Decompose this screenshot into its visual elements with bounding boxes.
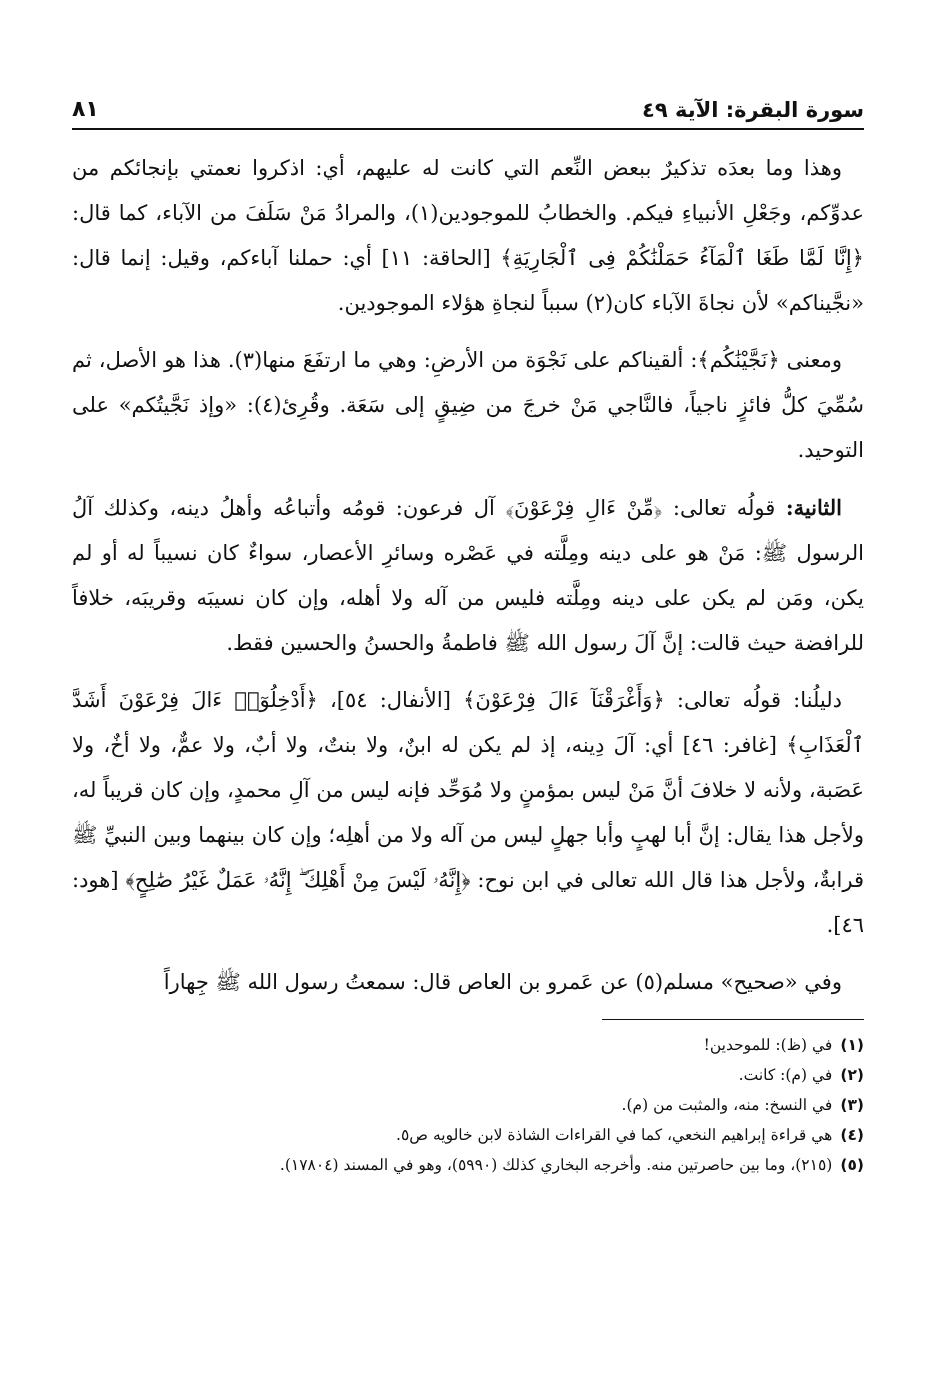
footnote (72, 1060, 864, 1090)
paragraph-2-text: ومعنى ﴿نَجَّيْنَٰكُم﴾: ألقيناكم على نَجْوَة من الأرضِ: وهي ما ارتفَعَ منها(٣). هذا هو الأصل، ثم سُمِّيَ كلُّ فائزٍ ناجياً، فالنَّاجي مَنْ خرجَ من ضِيقٍ إلى سَعَة. وقُرِئ(٤): «وإذ نَجَّيتُكم» على التوحيد. (72, 348, 864, 462)
paragraph-3-lead: الثانية: (785, 495, 842, 520)
paragraph-5 (72, 960, 864, 1005)
page-title: سورة البقرة: الآية ٤٩ (642, 98, 864, 122)
page-number: ٨١ (72, 97, 99, 122)
footnote (72, 1030, 864, 1060)
footnote-number: (٣) (840, 1096, 864, 1114)
paragraph-1-text: وهذا وما بعدَه تذكيرٌ ببعض النِّعم التي كانت له عليهم، أي: اذكروا نعمتي بإنجائكم من عدوِّكم، وجَعْلِ الأنبياءِ فيكم. والخطابُ للموجودين(١)، والمرادُ مَنْ سَلَفَ من الآباء، كما قال: ﴿إِنَّا لَمَّا طَغَا ٱلْمَآءُ حَمَلْنَٰكُمْ فِى ٱلْجَارِيَةِ﴾ [الحاقة: ١١] أي: حملنا آباءكم، وقيل: إنما قال: «نجَّيناكم» لأن نجاةَ الآباء كان(٢) سبباً لنجاةِ هؤلاء الموجودين. (72, 156, 864, 315)
footnote-number: (١) (840, 1036, 864, 1054)
footnote (72, 1120, 864, 1150)
footnote-number: (٢) (840, 1066, 864, 1084)
page (72, 84, 864, 1344)
page-header (72, 84, 864, 128)
footnotes (72, 1030, 864, 1180)
footnote-number: (٤) (840, 1126, 864, 1144)
footnote-text: في النسخ: منه، والمثبت من (م). (621, 1096, 833, 1114)
footnote-text: في (ظ): للموحدين! (703, 1036, 833, 1054)
footnote (72, 1150, 864, 1180)
paragraph-4 (72, 678, 864, 948)
paragraph-2 (72, 338, 864, 473)
paragraph-3 (72, 485, 864, 666)
paragraph-5-text: وفي «صحيح» مسلم(٥) عن عَمرو بن العاص قال: سمعتُ رسول الله ﷺ جِهاراً (163, 970, 842, 994)
paragraph-3-body (72, 485, 864, 666)
footnote (72, 1090, 864, 1120)
paragraph-4-text: دليلُنا: قولُه تعالى: ﴿وَأَغْرَقْنَآ ءَالَ فِرْعَوْنَ﴾ [الأنفال: ٥٤]، ﴿أَدْخِلُوٓا۟ ءَالَ فِرْعَوْنَ أَشَدَّ ٱلْعَذَابِ﴾ [غافر: ٤٦] أي: آلَ دِينه، إذ لم يكن له ابنٌ، ولا بنتٌ، ولا أبٌ، ولا عمٌّ، ولا أخٌ، ولا عَصَبة، ولأنه لا خلافَ أنَّ مَنْ ليس بمؤمنٍ ولا مُوَحِّد فإنه ليس من آلِ محمدٍ، وإن كان قريباً له، ولأجل هذا يقال: إنَّ أبا لهبٍ وأبا جهلٍ ليس من آله ولا من أهلِه؛ وإن كان بينهما وبين النبيِّ ﷺ قرابةٌ، ولأجل هذا قال الله تعالى في ابن نوح: ﴿إِنَّهُۥ لَيْسَ مِنْ أَهْلِكَ ۖ إِنَّهُۥ عَمَلٌ غَيْرُ صَٰلِحٍ﴾ [هود: ٤٦]. (72, 688, 864, 937)
paragraph-1 (72, 146, 864, 326)
footnote-divider (602, 1019, 864, 1020)
footnote-text: في (م): كانت. (738, 1066, 833, 1084)
footnote-text: (٢١٥)، وما بين حاصرتين منه. وأخرجه البخاري كذلك (٥٩٩٠)، وهو في المسند (١٧٨٠٤). (279, 1156, 833, 1174)
paragraph-3-text: قولُه تعالى: ﴿مِّنْ ءَالِ فِرْعَوْنَ﴾ آل فرعون: قومُه وأتباعُه وأهلُ دينه، وكذلك آلُ الرسول ﷺ: مَنْ هو على دينه ومِلَّته في عَصْره وسائرِ الأعصار، سواءٌ كان نسيباً له أو لم يكن، ومَن لم يكن على دينه ومِلَّته فليس من آله ولا أهله، وإن كان نسيبَه وقريبَه، خلافاً للرافضة حيث قالت: إنَّ آلَ رسول الله ﷺ فاطمةُ والحسنُ والحسين فقط. (72, 496, 864, 655)
footnote-text: هي قراءة إبراهيم النخعي، كما في القراءات الشاذة لابن خالويه ص٥. (396, 1126, 833, 1144)
header-divider (72, 128, 864, 130)
footnote-number: (٥) (840, 1156, 864, 1174)
